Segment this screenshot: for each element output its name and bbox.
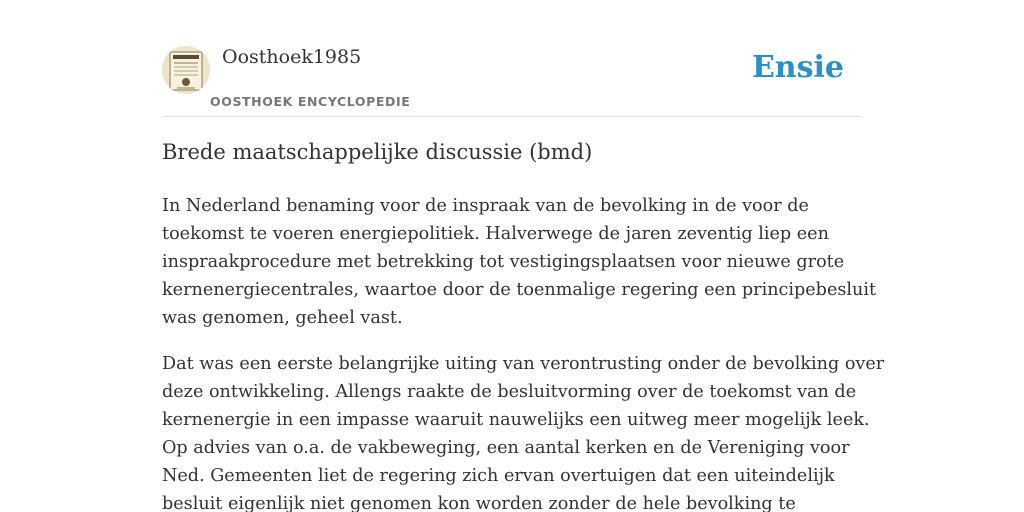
- paragraph-line: kernenergie in een impasse waaruit nauwelijks een uitweg meer mogelijk leek.: [162, 410, 870, 430]
- article-paragraph-2: [162, 350, 885, 512]
- encyclopedia-cover-avatar-icon[interactable]: [162, 46, 210, 94]
- paragraph-line: inspraakprocedure met betrekking tot vestigingsplaatsen voor nieuwe grote: [162, 252, 845, 272]
- ensie-logo[interactable]: Ensie: [751, 50, 844, 85]
- paragraph-line: Dat was een eerste belangrijke uiting van verontrusting onder de bevolking over: [162, 354, 885, 374]
- paragraph-line: Op advies van o.a. de vakbeweging, een aantal kerken en de Vereniging voor: [162, 438, 850, 458]
- article-title: Brede maatschappelijke discussie (bmd): [162, 140, 593, 164]
- paragraph-line: toekomst te voeren energiepolitiek. Halverwege de jaren zeventig liep een: [162, 224, 829, 244]
- paragraph-line: was genomen, geheel vast.: [162, 308, 403, 328]
- paragraph-line: besluit eigenlijk niet genomen kon worden zonder de hele bevolking te: [162, 494, 796, 512]
- paragraph-line: kernenergiecentrales, waartoe door de toenmalige regering een principebesluit: [162, 280, 877, 300]
- paragraph-line: In Nederland benaming voor de inspraak van de bevolking in de voor de: [162, 196, 809, 216]
- article-body: [162, 192, 885, 512]
- author-header: [162, 44, 862, 117]
- paragraph-line: Ned. Gemeenten liet de regering zich ervan overtuigen dat een uiteindelijk: [162, 466, 835, 486]
- article-paragraph-1: [162, 192, 877, 332]
- publisher-label[interactable]: OOSTHOEK ENCYCLOPEDIE: [210, 94, 411, 109]
- author-username[interactable]: Oosthoek1985: [222, 46, 362, 68]
- paragraph-line: deze ontwikkeling. Allengs raakte de besluitvorming over de toekomst van de: [162, 382, 857, 402]
